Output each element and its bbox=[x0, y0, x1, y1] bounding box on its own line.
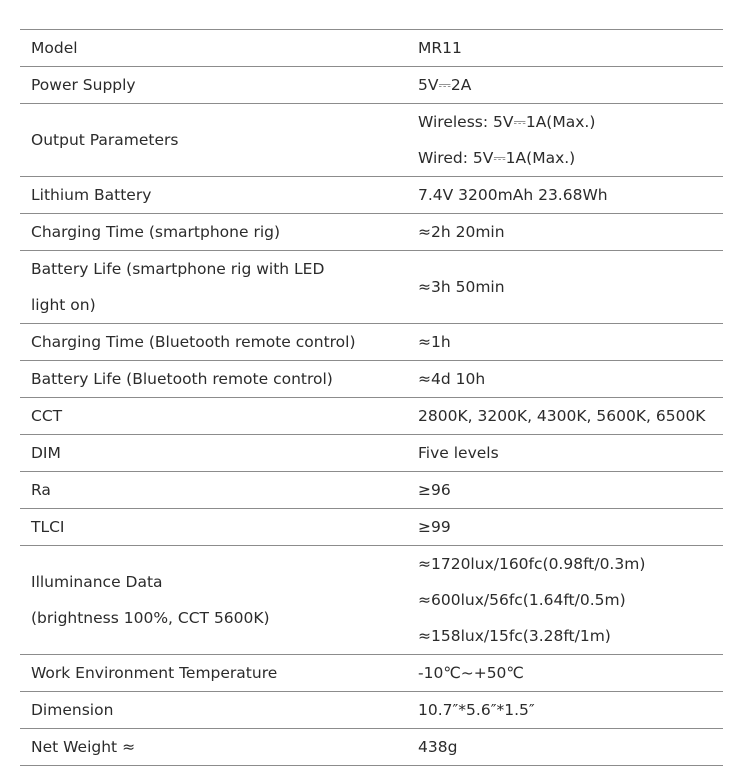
spec-label-cell bbox=[20, 472, 418, 509]
spec-value-cell bbox=[418, 214, 723, 251]
spec-value-cell bbox=[418, 324, 723, 361]
spec-label-cell bbox=[20, 729, 418, 766]
spec-value-text: 10.7″*5.6″*1.5″ bbox=[418, 701, 535, 719]
spec-value-cell bbox=[418, 251, 723, 324]
spec-label-cell bbox=[20, 177, 418, 214]
spec-value-text: 5V⎓2A bbox=[418, 76, 472, 94]
spec-label-text: Net Weight ≈ bbox=[31, 738, 136, 756]
spec-label-cell bbox=[20, 398, 418, 435]
spec-label-text: Ra bbox=[31, 481, 51, 499]
spec-label-text: Lithium Battery bbox=[31, 186, 152, 204]
spec-value-cell bbox=[418, 398, 723, 435]
spec-row bbox=[20, 692, 723, 729]
spec-value-text: MR11 bbox=[418, 39, 462, 57]
spec-row bbox=[20, 729, 723, 766]
spec-row bbox=[20, 472, 723, 509]
spec-row bbox=[20, 546, 723, 655]
spec-label-cell bbox=[20, 67, 418, 104]
spec-value-text: ≥96 bbox=[418, 481, 451, 499]
spec-value-text: ≈600lux/56fc(1.64ft/0.5m) bbox=[418, 591, 626, 609]
spec-value-text: ≥99 bbox=[418, 518, 451, 536]
spec-value-text: Wired: 5V⎓1A(Max.) bbox=[418, 149, 576, 167]
specifications-table-body bbox=[20, 30, 723, 766]
spec-label-cell bbox=[20, 692, 418, 729]
spec-value-cell bbox=[418, 692, 723, 729]
spec-value-text: ≈1720lux/160fc(0.98ft/0.3m) bbox=[418, 555, 646, 573]
spec-label-text: Output Parameters bbox=[31, 131, 179, 149]
spec-row bbox=[20, 104, 723, 177]
spec-row bbox=[20, 177, 723, 214]
spec-value-cell bbox=[418, 67, 723, 104]
spec-label-text: light on) bbox=[31, 296, 96, 314]
spec-value-cell bbox=[418, 177, 723, 214]
spec-row bbox=[20, 30, 723, 67]
spec-row bbox=[20, 214, 723, 251]
spec-value-text: 438g bbox=[418, 738, 458, 756]
spec-value-cell bbox=[418, 30, 723, 67]
spec-row bbox=[20, 655, 723, 692]
spec-label-text: Power Supply bbox=[31, 76, 136, 94]
spec-label-cell bbox=[20, 546, 418, 655]
spec-label-text: Model bbox=[31, 39, 78, 57]
spec-label-cell bbox=[20, 655, 418, 692]
spec-value-cell bbox=[418, 729, 723, 766]
spec-label-cell bbox=[20, 435, 418, 472]
spec-value-cell bbox=[418, 509, 723, 546]
spec-label-cell bbox=[20, 509, 418, 546]
spec-value-text: ≈3h 50min bbox=[418, 278, 505, 296]
spec-row bbox=[20, 398, 723, 435]
spec-row bbox=[20, 251, 723, 324]
spec-label-cell bbox=[20, 251, 418, 324]
spec-label-cell bbox=[20, 30, 418, 67]
spec-value-cell bbox=[418, 472, 723, 509]
spec-row bbox=[20, 324, 723, 361]
spec-label-cell bbox=[20, 214, 418, 251]
spec-value-text: Five levels bbox=[418, 444, 499, 462]
specifications-table bbox=[20, 30, 723, 766]
spec-value-text: ≈158lux/15fc(3.28ft/1m) bbox=[418, 627, 611, 645]
spec-label-text: CCT bbox=[31, 407, 63, 425]
spec-label-text: Illuminance Data bbox=[31, 573, 163, 591]
spec-value-cell bbox=[418, 655, 723, 692]
spec-value-text: ≈4d 10h bbox=[418, 370, 486, 388]
spec-value-text: 7.4V 3200mAh 23.68Wh bbox=[418, 186, 608, 204]
spec-value-text: Wireless: 5V⎓1A(Max.) bbox=[418, 113, 596, 131]
spec-label-text: DIM bbox=[31, 444, 61, 462]
spec-label-text: TLCI bbox=[31, 518, 65, 536]
spec-value-text: 2800K, 3200K, 4300K, 5600K, 6500K bbox=[418, 407, 706, 425]
spec-label-cell bbox=[20, 361, 418, 398]
spec-label-text: Battery Life (smartphone rig with LED bbox=[31, 260, 325, 278]
spec-value-cell bbox=[418, 546, 723, 655]
spec-row bbox=[20, 509, 723, 546]
spec-label-text: Battery Life (Bluetooth remote control) bbox=[31, 370, 333, 388]
spec-value-text: -10℃~+50℃ bbox=[418, 664, 524, 682]
spec-value-cell bbox=[418, 104, 723, 177]
spec-value-text: ≈1h bbox=[418, 333, 451, 351]
spec-label-cell bbox=[20, 104, 418, 177]
spec-value-cell bbox=[418, 435, 723, 472]
spec-value-cell bbox=[418, 361, 723, 398]
spec-label-cell bbox=[20, 324, 418, 361]
spec-label-text: Charging Time (Bluetooth remote control) bbox=[31, 333, 356, 351]
spec-label-text: Charging Time (smartphone rig) bbox=[31, 223, 281, 241]
spec-row bbox=[20, 435, 723, 472]
spec-value-text: ≈2h 20min bbox=[418, 223, 505, 241]
spec-label-text: Work Environment Temperature bbox=[31, 664, 278, 682]
spec-label-text: Dimension bbox=[31, 701, 114, 719]
spec-label-text: (brightness 100%, CCT 5600K) bbox=[31, 609, 270, 627]
spec-row bbox=[20, 67, 723, 104]
spec-row bbox=[20, 361, 723, 398]
